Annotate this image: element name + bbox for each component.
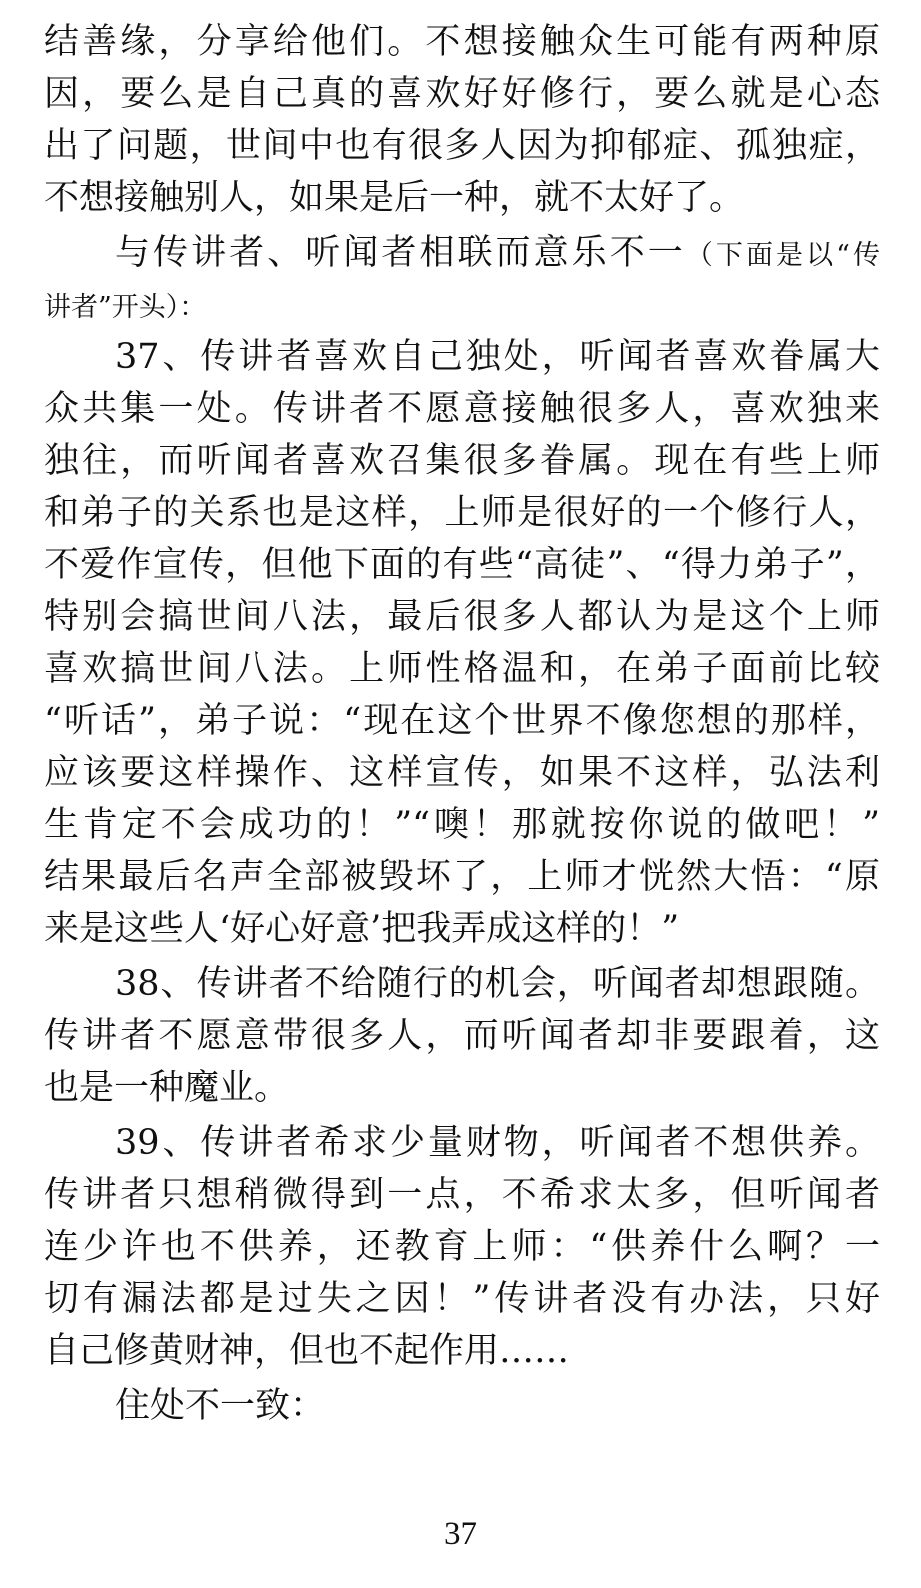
text-line xyxy=(115,227,880,279)
paragraph-38-start: 38、传讲者不给随行的机会，听闻者却想跟随。 xyxy=(115,964,880,1004)
text-line: 也是一种魔业。 xyxy=(44,1068,290,1108)
paragraph-39-start: 39、传讲者希求少量财物，听闻者不想供养。 xyxy=(115,1123,880,1163)
text-line: 不爱作宣传，但他下面的有些“高徒”、“得力弟子”， xyxy=(44,545,880,585)
text-line: 喜欢搞世间八法。上师性格温和，在弟子面前比较 xyxy=(44,649,880,689)
text-line: 独往，而听闻者喜欢召集很多眷属。现在有些上师 xyxy=(44,441,880,481)
text-line: 特别会搞世间八法，最后很多人都认为是这个上师 xyxy=(44,597,880,637)
text-line: 来是这些人‘好心好意’把我弄成这样的！” xyxy=(44,909,680,949)
annotation-text: （下面是以“传 xyxy=(685,240,880,271)
text-line: 传讲者只想稍微得到一点，不希求太多，但听闻者 xyxy=(44,1175,880,1215)
text-segment: 与传讲者、听闻者相联而意乐不一 xyxy=(115,233,686,273)
text-line: 结果最后名声全部被毁坏了，上师才恍然大悟：“原 xyxy=(44,857,880,897)
paragraph-37-start: 37、传讲者喜欢自己独处，听闻者喜欢眷属大 xyxy=(115,337,880,377)
annotation-text: 讲者”开头）： xyxy=(44,292,207,323)
text-line xyxy=(44,279,880,331)
text-line: 自己修黄财神，但也不起作用…… xyxy=(44,1331,570,1371)
text-line: 结善缘，分享给他们。不想接触众生可能有两种原 xyxy=(44,22,880,62)
text-line: 出了问题，世间中也有很多人因为抑郁症、孤独症， xyxy=(44,126,880,166)
page-number: 37 xyxy=(444,1516,477,1552)
text-line: 众共集一处。传讲者不愿意接触很多人，喜欢独来 xyxy=(44,389,880,429)
text-line: 因，要么是自己真的喜欢好好修行，要么就是心态 xyxy=(44,74,880,114)
text-line: 切有漏法都是过失之因！”传讲者没有办法，只好 xyxy=(44,1279,880,1319)
text-line: “听话”，弟子说：“现在这个世界不像您想的那样， xyxy=(44,701,880,741)
text-line: 生肯定不会成功的！”“噢！那就按你说的做吧！” xyxy=(44,805,880,845)
text-line: 和弟子的关系也是这样，上师是很好的一个修行人， xyxy=(44,493,880,533)
text-line: 应该要这样操作、这样宣传，如果不这样，弘法利 xyxy=(44,753,880,793)
section-heading: 住处不一致： xyxy=(115,1386,326,1426)
text-line: 连少许也不供养，还教育上师：“供养什么啊？一 xyxy=(44,1227,880,1267)
text-line: 传讲者不愿意带很多人，而听闻者却非要跟着，这 xyxy=(44,1016,880,1056)
text-line: 不想接触别人，如果是后一种，就不太好了。 xyxy=(44,178,745,218)
